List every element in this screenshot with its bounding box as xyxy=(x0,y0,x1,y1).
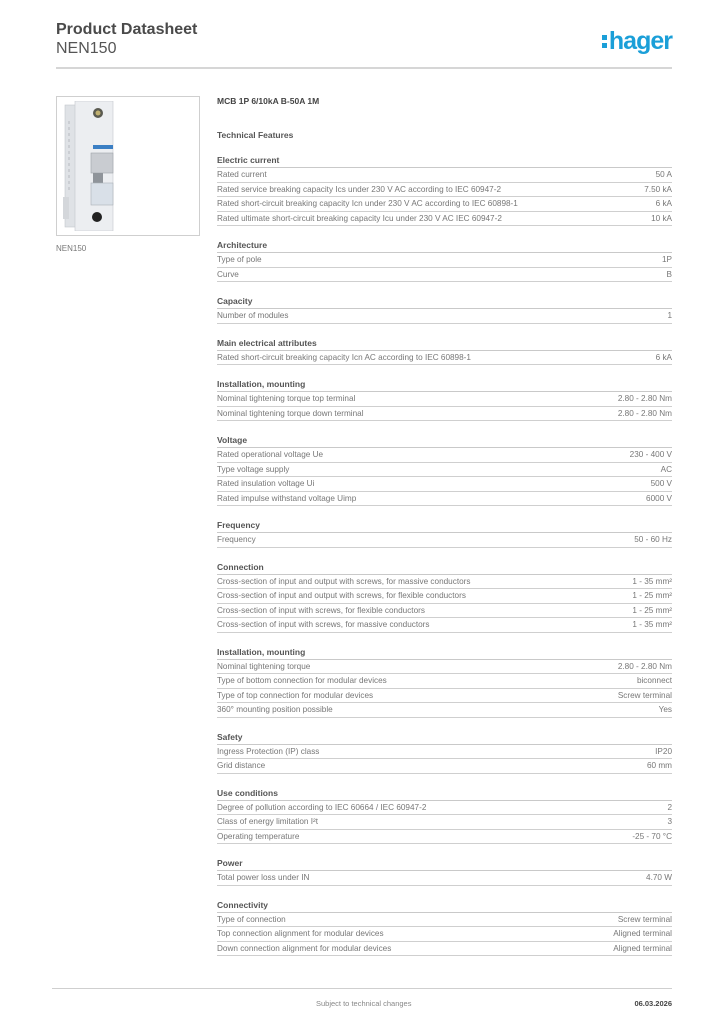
spec-label: Rated short-circuit breaking capacity Icn under 230 V AC according to IEC 60898-1 xyxy=(217,199,518,208)
spec-value: 1 - 35 mm² xyxy=(632,576,672,586)
section-title: Connection xyxy=(217,562,672,575)
spec-section xyxy=(217,240,672,282)
spec-section xyxy=(217,435,672,506)
spec-value: 7.50 kA xyxy=(644,184,672,194)
spec-value: Screw terminal xyxy=(617,914,672,924)
document-title: Product Datasheet xyxy=(56,21,198,38)
spec-row xyxy=(217,942,672,957)
spec-value: Aligned terminal xyxy=(613,929,672,938)
spec-value: 2 xyxy=(667,802,672,812)
spec-value: 230 - 400 V xyxy=(629,450,672,459)
footer-note: Subject to technical changes xyxy=(316,999,412,1008)
spec-row xyxy=(217,759,672,774)
spec-row xyxy=(217,871,672,886)
spec-value: 50 A xyxy=(655,170,672,179)
header-divider xyxy=(56,67,672,69)
image-caption: NEN150 xyxy=(56,244,87,253)
spec-label: Nominal tightening torque xyxy=(217,661,311,671)
spec-label: Operating temperature xyxy=(217,831,300,841)
spec-value: B xyxy=(666,269,672,279)
spec-value: 1P xyxy=(661,255,672,264)
spec-value: IP20 xyxy=(655,746,672,756)
spec-row xyxy=(217,815,672,830)
spec-value: 1 xyxy=(667,311,672,320)
spec-label: Down connection alignment for modular devices xyxy=(217,943,392,953)
spec-section xyxy=(217,900,672,957)
spec-row xyxy=(217,660,672,675)
spec-label: Curve xyxy=(217,269,239,279)
spec-label: Rated service breaking capacity Ics under 230 V AC according to IEC 60947-2 xyxy=(217,184,501,194)
spec-label: Cross-section of input with screws, for massive conductors xyxy=(217,620,430,629)
spec-value: 500 V xyxy=(650,479,672,488)
product-reference: NEN150 xyxy=(56,40,117,57)
spec-label: Nominal tightening torque top terminal xyxy=(217,394,356,403)
spec-row xyxy=(217,589,672,604)
spec-value: Screw terminal xyxy=(617,690,672,700)
section-title: Installation, mounting xyxy=(217,379,672,392)
spec-value: Aligned terminal xyxy=(613,943,672,953)
product-image xyxy=(56,96,200,236)
spec-label: Total power loss under IN xyxy=(217,873,310,882)
spec-row xyxy=(217,168,672,183)
footer-date: 06.03.2026 xyxy=(634,999,672,1008)
spec-value: 3 xyxy=(667,817,672,826)
spec-row xyxy=(217,927,672,942)
spec-row xyxy=(217,830,672,845)
product-name: MCB 1P 6/10kA B-50A 1M xyxy=(217,96,320,106)
spec-row xyxy=(217,533,672,548)
spec-label: Frequency xyxy=(217,535,256,544)
spec-label: 360° mounting position possible xyxy=(217,705,333,714)
spec-row xyxy=(217,492,672,507)
spec-row xyxy=(217,463,672,478)
spec-section xyxy=(217,788,672,845)
spec-row xyxy=(217,212,672,227)
circuit-breaker-image xyxy=(63,101,115,231)
spec-row xyxy=(217,268,672,283)
spec-label: Class of energy limitation I²t xyxy=(217,817,319,826)
spec-value: 1 - 35 mm² xyxy=(632,620,672,629)
spec-label: Top connection alignment for modular devices xyxy=(217,929,384,938)
logo-colon-icon xyxy=(602,32,607,48)
section-title: Voltage xyxy=(217,435,672,448)
spec-value: -25 - 70 °C xyxy=(632,831,672,841)
spec-value: 50 - 60 Hz xyxy=(634,535,672,544)
spec-row xyxy=(217,392,672,407)
spec-row xyxy=(217,913,672,928)
spec-sections xyxy=(217,155,672,956)
spec-value: Yes xyxy=(658,705,672,714)
spec-label: Rated operational voltage Ue xyxy=(217,450,324,459)
section-title: Frequency xyxy=(217,520,672,533)
spec-value: AC xyxy=(660,464,672,474)
spec-label: Cross-section of input and output with screws, for massive conductors xyxy=(217,576,471,586)
spec-section xyxy=(217,338,672,366)
spec-value: 4.70 W xyxy=(646,873,672,882)
spec-label: Nominal tightening torque down terminal xyxy=(217,408,364,418)
spec-row xyxy=(217,448,672,463)
spec-value: 6 kA xyxy=(655,352,672,362)
hager-logo: hager xyxy=(602,27,672,56)
spec-label: Rated insulation voltage Ui xyxy=(217,479,315,488)
spec-section xyxy=(217,647,672,718)
page-header xyxy=(56,20,672,58)
spec-row xyxy=(217,801,672,816)
spec-row xyxy=(217,689,672,704)
spec-label: Degree of pollution according to IEC 60664 / IEC 60947-2 xyxy=(217,802,427,812)
spec-label: Rated ultimate short-circuit breaking capacity Icu under 230 V AC IEC 60947-2 xyxy=(217,213,502,223)
section-title: Capacity xyxy=(217,296,672,309)
spec-section xyxy=(217,732,672,774)
section-title: Architecture xyxy=(217,240,672,253)
spec-label: Type of connection xyxy=(217,914,286,924)
spec-label: Cross-section of input and output with screws, for flexible conductors xyxy=(217,591,466,600)
spec-label: Number of modules xyxy=(217,311,289,320)
section-title: Main electrical attributes xyxy=(217,338,672,351)
spec-label: Type voltage supply xyxy=(217,464,290,474)
section-title: Electric current xyxy=(217,155,672,168)
section-title: Power xyxy=(217,858,672,871)
spec-value: 6000 V xyxy=(646,493,672,503)
spec-label: Rated impulse withstand voltage Uimp xyxy=(217,493,357,503)
spec-row xyxy=(217,477,672,492)
section-title: Installation, mounting xyxy=(217,647,672,660)
spec-value: 2.80 - 2.80 Nm xyxy=(617,394,672,403)
footer-divider xyxy=(52,988,672,989)
spec-section xyxy=(217,858,672,886)
spec-value: 6 kA xyxy=(655,199,672,208)
spec-label: Grid distance xyxy=(217,761,266,770)
spec-section xyxy=(217,379,672,421)
spec-value: 2.80 - 2.80 Nm xyxy=(617,408,672,418)
spec-value: 2.80 - 2.80 Nm xyxy=(617,661,672,671)
spec-row xyxy=(217,575,672,590)
technical-features-title: Technical Features xyxy=(217,130,294,140)
spec-section xyxy=(217,520,672,548)
spec-row xyxy=(217,618,672,633)
spec-label: Cross-section of input with screws, for flexible conductors xyxy=(217,605,425,615)
spec-row xyxy=(217,351,672,366)
spec-label: Ingress Protection (IP) class xyxy=(217,746,320,756)
spec-section xyxy=(217,562,672,633)
datasheet-content xyxy=(217,96,672,956)
spec-row xyxy=(217,745,672,760)
spec-label: Type of bottom connection for modular devices xyxy=(217,676,387,685)
spec-value: 10 kA xyxy=(651,213,672,223)
spec-row xyxy=(217,407,672,422)
spec-value: 60 mm xyxy=(646,761,672,770)
spec-label: Rated short-circuit breaking capacity Icn AC according to IEC 60898-1 xyxy=(217,352,471,362)
spec-row xyxy=(217,197,672,212)
spec-row xyxy=(217,253,672,268)
spec-row xyxy=(217,604,672,619)
spec-label: Type of top connection for modular devices xyxy=(217,690,374,700)
spec-value: 1 - 25 mm² xyxy=(632,591,672,600)
spec-label: Rated current xyxy=(217,170,267,179)
spec-row xyxy=(217,183,672,198)
section-title: Connectivity xyxy=(217,900,672,913)
spec-value: 1 - 25 mm² xyxy=(632,605,672,615)
spec-row xyxy=(217,309,672,324)
section-title: Use conditions xyxy=(217,788,672,801)
spec-section xyxy=(217,296,672,324)
section-title: Safety xyxy=(217,732,672,745)
spec-label: Type of pole xyxy=(217,255,262,264)
spec-value: biconnect xyxy=(636,676,672,685)
spec-row xyxy=(217,674,672,689)
spec-section xyxy=(217,155,672,226)
spec-row xyxy=(217,703,672,718)
